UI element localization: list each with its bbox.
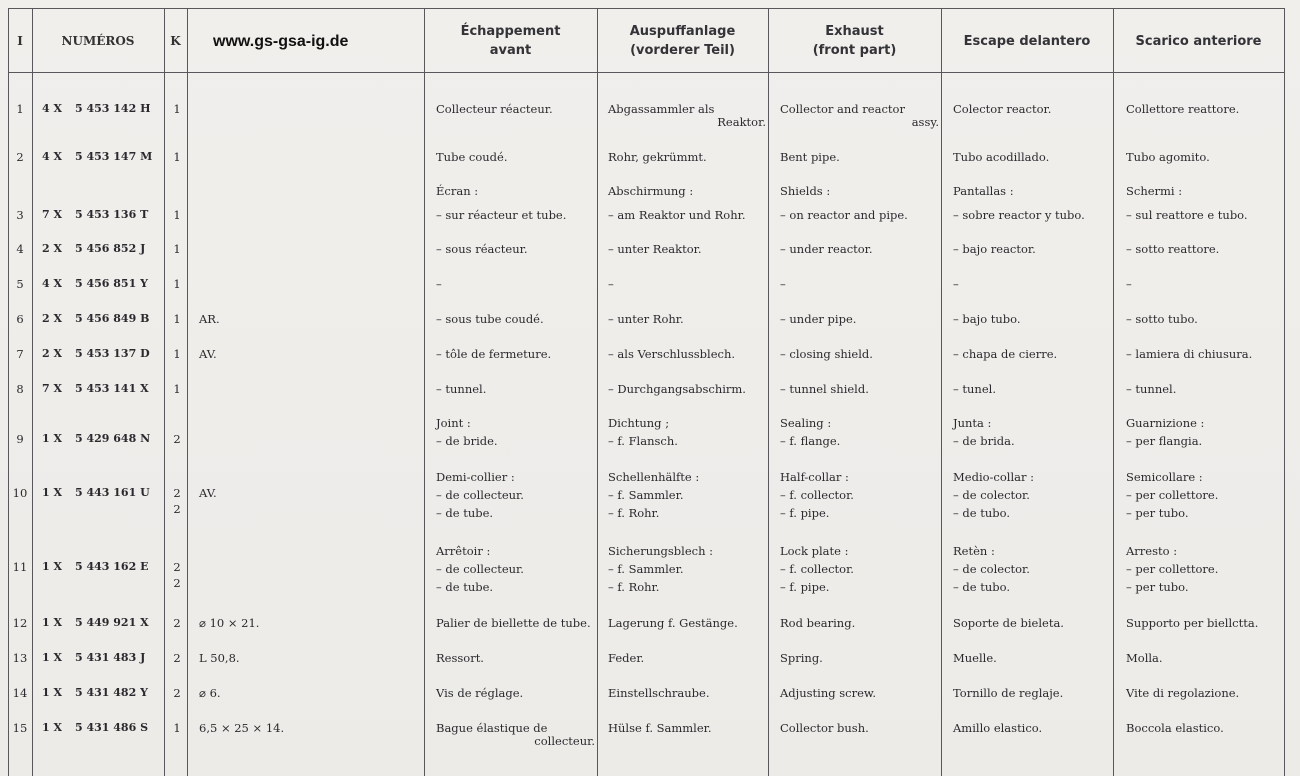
note: ⌀ 10 × 21.	[199, 616, 260, 630]
header-german-line1: Auspuffanlage	[629, 24, 736, 39]
desc-en: – f. collector.	[780, 488, 854, 502]
desc-fr: – sous tube coudé.	[436, 312, 544, 326]
quantity: 1 X	[42, 686, 63, 699]
desc-de: Lagerung f. Gestänge.	[608, 616, 738, 630]
part-number: 5 443 161 U	[75, 486, 150, 499]
item-number: 11	[12, 560, 28, 574]
desc-it: – per flangia.	[1126, 434, 1203, 448]
desc-en: – f. flange.	[780, 434, 841, 448]
quantity: 2 X	[42, 347, 63, 360]
desc-de: – f. Sammler.	[608, 562, 684, 576]
column-divider	[8, 8, 9, 776]
header-french	[424, 22, 597, 60]
item-number: 12	[12, 616, 28, 630]
desc-es: Amillo elastico.	[953, 721, 1043, 735]
desc-it: Boccola elastico.	[1126, 721, 1224, 735]
k-value: 1	[173, 721, 181, 735]
part-number: 5 456 851 Y	[75, 277, 148, 290]
desc-de: –	[608, 277, 614, 291]
note: 6,5 × 25 × 14.	[199, 721, 285, 735]
desc-en: – f. collector.	[780, 562, 854, 576]
desc-en: Spring.	[780, 651, 823, 665]
part-number: 5 453 141 X	[75, 382, 149, 395]
desc-en: – tunnel shield.	[780, 382, 869, 396]
desc-fr: –	[436, 277, 442, 291]
header-divider	[8, 72, 1284, 73]
item-number: 2	[16, 150, 24, 164]
desc-en: Half-collar :	[780, 470, 849, 484]
desc-de: – f. Sammler.	[608, 488, 684, 502]
item-number: 1	[16, 102, 24, 116]
note: L 50,8.	[199, 651, 240, 665]
desc-it: – lamiera di chiusura.	[1126, 347, 1253, 361]
desc-en: – f. pipe.	[780, 580, 830, 594]
desc-fr: – sur réacteur et tube.	[436, 208, 567, 222]
desc-fr: Ressort.	[436, 651, 484, 665]
part-number: 5 456 849 B	[75, 312, 150, 325]
desc-es: – de tubo.	[953, 506, 1010, 520]
quantity: 4 X	[42, 277, 63, 290]
item-number: 3	[16, 208, 24, 222]
desc-it: – per collettore.	[1126, 488, 1219, 502]
desc-de: – f. Rohr.	[608, 506, 660, 520]
part-number: 5 453 147 M	[75, 150, 153, 163]
k-value: 2	[173, 576, 181, 590]
desc-de: Dichtung ;	[608, 416, 670, 430]
desc-es: – de tubo.	[953, 580, 1010, 594]
item-number: 5	[16, 277, 24, 291]
desc-it: Vite di regolazione.	[1126, 686, 1240, 700]
watermark-url: www.gs-gsa-ig.de	[213, 33, 349, 50]
quantity: 1 X	[42, 486, 63, 499]
k-value: 1	[173, 102, 181, 116]
desc-es: – sobre reactor y tubo.	[953, 208, 1085, 222]
desc-fr: – sous réacteur.	[436, 242, 528, 256]
part-number: 5 431 486 S	[75, 721, 149, 734]
item-number: 13	[12, 651, 28, 665]
k-value: 2	[173, 432, 181, 446]
k-value: 2	[173, 502, 181, 516]
desc-en: assy.	[911, 115, 939, 129]
desc-it: Semicollare :	[1126, 470, 1203, 484]
desc-fr: – de collecteur.	[436, 562, 524, 576]
quantity: 2 X	[42, 242, 63, 255]
column-divider	[597, 8, 598, 776]
desc-es: – de colector.	[953, 562, 1030, 576]
item-number: 9	[16, 432, 24, 446]
desc-de: – am Reaktor und Rohr.	[608, 208, 746, 222]
desc-de: – f. Rohr.	[608, 580, 660, 594]
desc-es: Muelle.	[953, 651, 997, 665]
desc-it: – sotto tubo.	[1126, 312, 1198, 326]
desc-fr: Joint :	[436, 416, 471, 430]
header-french-line2: avant	[489, 43, 532, 58]
k-value: 1	[173, 382, 181, 396]
quantity: 1 X	[42, 560, 63, 573]
k-value: 1	[173, 347, 181, 361]
quantity: 1 X	[42, 616, 63, 629]
desc-it: Guarnizione :	[1126, 416, 1205, 430]
column-divider	[164, 8, 165, 776]
desc-it: – tunnel.	[1126, 382, 1177, 396]
column-divider	[1113, 8, 1114, 776]
desc-fr: Demi-collier :	[436, 470, 515, 484]
header-divider	[8, 8, 1284, 9]
header-item: I	[17, 34, 23, 48]
desc-es: Junta :	[953, 416, 992, 430]
header-english-line2: (front part)	[812, 43, 897, 58]
k-value: 1	[173, 312, 181, 326]
desc-en: Bent pipe.	[780, 150, 840, 164]
desc-en: Shields :	[780, 184, 831, 198]
part-number: 5 449 921 X	[75, 616, 149, 629]
part-number: 5 431 483 J	[75, 651, 146, 664]
k-value: 1	[173, 150, 181, 164]
item-number: 7	[16, 347, 24, 361]
desc-es: Colector reactor.	[953, 102, 1052, 116]
desc-fr: Vis de réglage.	[436, 686, 524, 700]
desc-fr: Palier de biellette de tube.	[436, 616, 591, 630]
desc-es: – de brida.	[953, 434, 1015, 448]
desc-fr: Collecteur réacteur.	[436, 102, 553, 116]
desc-fr: – de tube.	[436, 506, 494, 520]
desc-es: Tubo acodillado.	[953, 150, 1050, 164]
part-number: 5 453 142 H	[75, 102, 151, 115]
note: AV.	[199, 347, 217, 361]
header-k: K	[170, 34, 181, 48]
desc-it: – sul reattore e tubo.	[1126, 208, 1248, 222]
desc-en: – on reactor and pipe.	[780, 208, 908, 222]
desc-en: – under reactor.	[780, 242, 873, 256]
desc-it: – per collettore.	[1126, 562, 1219, 576]
k-value: 2	[173, 560, 181, 574]
desc-fr: – de tube.	[436, 580, 494, 594]
desc-de: Einstellschraube.	[608, 686, 710, 700]
desc-it: Tubo agomito.	[1126, 150, 1210, 164]
k-value: 2	[173, 686, 181, 700]
desc-it: Molla.	[1126, 651, 1163, 665]
header-spanish: Escape delantero	[963, 34, 1091, 49]
desc-it: – sotto reattore.	[1126, 242, 1220, 256]
item-number: 4	[16, 242, 24, 256]
desc-es: – de colector.	[953, 488, 1030, 502]
header-german-line2: (vorderer Teil)	[630, 43, 735, 58]
desc-fr: Bague élastique de	[436, 721, 548, 735]
item-number: 6	[16, 312, 24, 326]
note: AR.	[199, 312, 220, 326]
desc-es: Soporte de bieleta.	[953, 616, 1064, 630]
desc-fr: – de collecteur.	[436, 488, 524, 502]
k-value: 1	[173, 208, 181, 222]
desc-en: Sealing :	[780, 416, 832, 430]
desc-en: – closing shield.	[780, 347, 873, 361]
part-number: 5 453 137 D	[75, 347, 150, 360]
quantity: 4 X	[42, 150, 63, 163]
desc-en: – f. pipe.	[780, 506, 830, 520]
part-number: 5 429 648 N	[75, 432, 151, 445]
k-value: 2	[173, 616, 181, 630]
desc-de: Sicherungsblech :	[608, 544, 714, 558]
header-numbers: NUMÉROS	[61, 34, 135, 48]
quantity: 1 X	[42, 432, 63, 445]
desc-it: Arresto :	[1126, 544, 1178, 558]
desc-fr: Arrêtoir :	[436, 544, 491, 558]
header-german	[597, 22, 768, 60]
desc-es: – bajo reactor.	[953, 242, 1036, 256]
desc-es: Retèn :	[953, 544, 995, 558]
desc-de: Rohr, gekrümmt.	[608, 150, 707, 164]
desc-it: Supporto per biellctta.	[1126, 616, 1259, 630]
item-number: 15	[12, 721, 28, 735]
desc-de: Abschirmung :	[608, 184, 694, 198]
desc-de: – f. Flansch.	[608, 434, 678, 448]
desc-en: Lock plate :	[780, 544, 849, 558]
part-number: 5 453 136 T	[75, 208, 149, 221]
desc-de: – unter Reaktor.	[608, 242, 702, 256]
desc-it: –	[1126, 277, 1132, 291]
desc-fr: – de bride.	[436, 434, 498, 448]
desc-es: Medio-collar :	[953, 470, 1035, 484]
desc-it: Schermi :	[1126, 184, 1183, 198]
quantity: 4 X	[42, 102, 63, 115]
column-divider	[424, 8, 425, 776]
desc-en: Adjusting screw.	[780, 686, 877, 700]
desc-fr: collecteur.	[534, 734, 595, 748]
header-english-line1: Exhaust	[825, 24, 884, 39]
part-number: 5 443 162 E	[75, 560, 149, 573]
column-divider	[32, 8, 33, 776]
part-number: 5 456 852 J	[75, 242, 146, 255]
desc-de: Feder.	[608, 651, 645, 665]
quantity: 2 X	[42, 312, 63, 325]
header-french-line1: Échappement	[460, 24, 561, 39]
desc-en: –	[780, 277, 786, 291]
item-number: 14	[12, 686, 28, 700]
desc-es: – bajo tubo.	[953, 312, 1021, 326]
item-number: 10	[12, 486, 28, 500]
desc-it: Collettore reattore.	[1126, 102, 1240, 116]
quantity: 1 X	[42, 651, 63, 664]
k-value: 2	[173, 651, 181, 665]
desc-fr: – tunnel.	[436, 382, 487, 396]
quantity: 7 X	[42, 382, 63, 395]
k-value: 1	[173, 277, 181, 291]
item-number: 8	[16, 382, 24, 396]
desc-it: – per tubo.	[1126, 506, 1189, 520]
desc-de: – als Verschlussblech.	[608, 347, 736, 361]
desc-en: Rod bearing.	[780, 616, 856, 630]
quantity: 1 X	[42, 721, 63, 734]
note: ⌀ 6.	[199, 686, 221, 700]
desc-de: – unter Rohr.	[608, 312, 684, 326]
part-number: 5 431 482 Y	[75, 686, 148, 699]
desc-es: –	[953, 277, 959, 291]
column-divider	[1284, 8, 1285, 776]
column-divider	[941, 8, 942, 776]
desc-fr: Tube coudé.	[436, 150, 508, 164]
column-divider	[187, 8, 188, 776]
k-value: 2	[173, 486, 181, 500]
k-value: 1	[173, 242, 181, 256]
desc-en: Collector and reactor	[780, 102, 905, 116]
desc-de: Hülse f. Sammler.	[608, 721, 712, 735]
desc-en: Collector bush.	[780, 721, 869, 735]
quantity: 7 X	[42, 208, 63, 221]
header-english	[768, 22, 941, 60]
header-italian: Scarico anteriore	[1135, 34, 1262, 49]
desc-fr: Écran :	[436, 184, 479, 198]
desc-de: Schellenhälfte :	[608, 470, 700, 484]
note: AV.	[199, 486, 217, 500]
desc-en: – under pipe.	[780, 312, 857, 326]
desc-es: Pantallas :	[953, 184, 1014, 198]
desc-de: – Durchgangsabschirm.	[608, 382, 746, 396]
desc-es: Tornillo de reglaje.	[953, 686, 1064, 700]
desc-es: – chapa de cierre.	[953, 347, 1058, 361]
desc-fr: – tôle de fermeture.	[436, 347, 552, 361]
desc-it: – per tubo.	[1126, 580, 1189, 594]
desc-de: Reaktor.	[717, 115, 766, 129]
desc-de: Abgassammler als	[608, 102, 715, 116]
column-divider	[768, 8, 769, 776]
desc-es: – tunel.	[953, 382, 996, 396]
